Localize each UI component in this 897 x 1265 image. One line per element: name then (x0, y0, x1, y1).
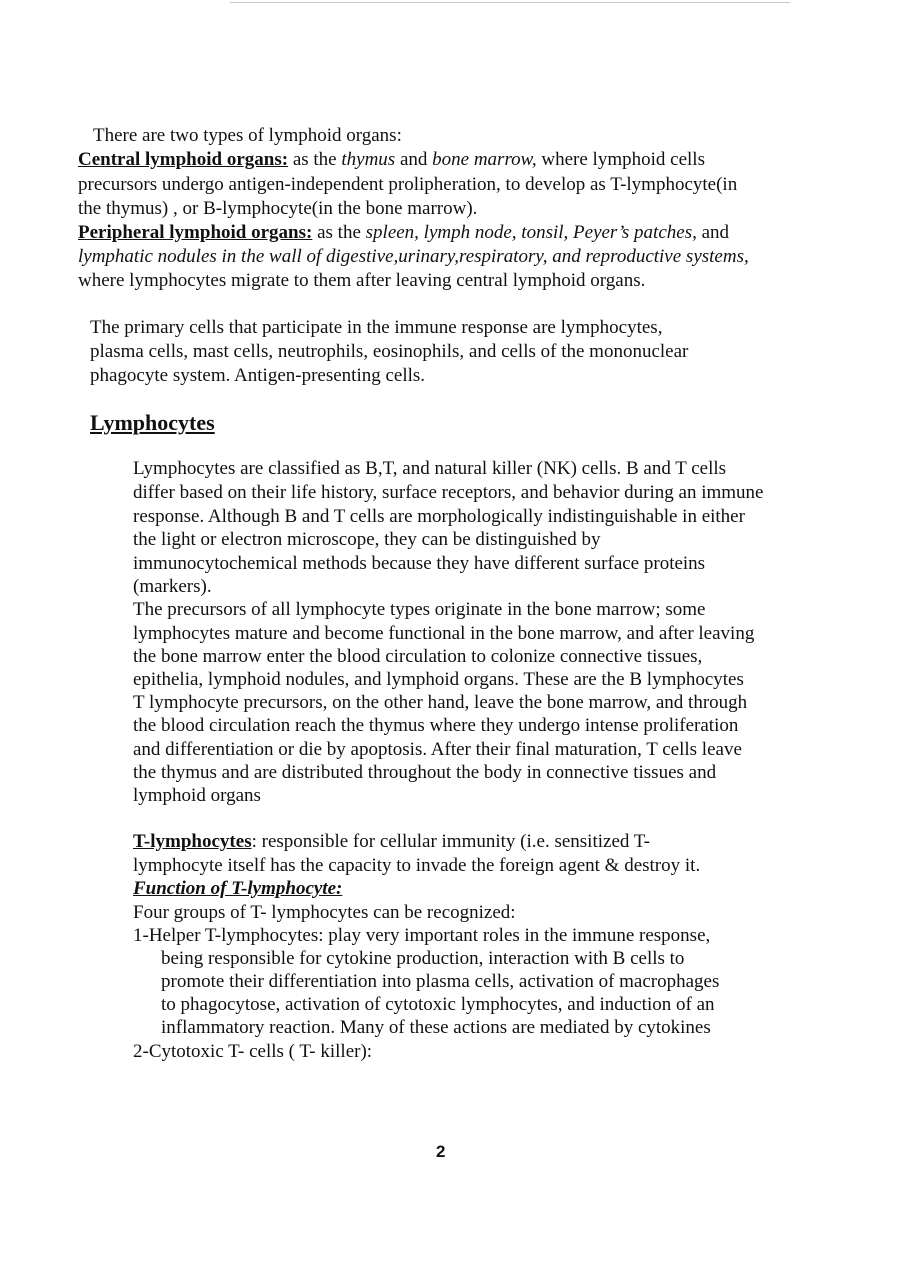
lymphocytes-p2-line: the bone marrow enter the blood circulation to colonize connective tissues, (133, 646, 703, 667)
peripheral-organs-line-3: where lymphocytes migrate to them after leaving central lymphoid organs. (78, 270, 646, 291)
lymphocytes-heading: Lymphocytes (90, 410, 215, 435)
central-organs-line-2: precursors undergo antigen-independent prolipheration, to develop as T-lymphocyte(in (78, 174, 738, 195)
lymphocytes-p2-line: the thymus and are distributed throughout the body in connective tissues and (133, 762, 717, 783)
helper-t-line: inflammatory reaction. Many of these actions are mediated by cytokines (161, 1017, 711, 1038)
lymphocytes-p2-line: lymphoid organs (133, 785, 261, 806)
lymphoid-organs-intro: There are two types of lymphoid organs: (93, 125, 402, 146)
helper-t-line: promote their differentiation into plasma cells, activation of macrophages (161, 971, 720, 992)
helper-t-line: 1-Helper T-lymphocytes: play very important roles in the immune response, (133, 925, 711, 946)
lymphocytes-p2-line: lymphocytes mature and become functional in the bone marrow, and after leaving (133, 623, 755, 644)
lymphocytes-p1-line: immunocytochemical methods because they have different surface proteins (133, 553, 706, 574)
t-lymphocytes-line-1: T-lymphocytes: responsible for cellular immunity (i.e. sensitized T- (133, 831, 650, 852)
primary-cells-line-1: The primary cells that participate in the immune response are lymphocytes, (90, 317, 663, 338)
central-organs-label: Central lymphoid organs: (78, 149, 289, 170)
cytotoxic-t-line: 2-Cytotoxic T- cells ( T- killer): (133, 1041, 373, 1062)
lymphocytes-p1-line: response. Although B and T cells are morphologically indistinguishable in either (133, 506, 745, 527)
four-groups-line: Four groups of T- lymphocytes can be recognized: (133, 902, 516, 923)
lymphocytes-p2-line: and differentiation or die by apoptosis. After their final maturation, T cells leave (133, 739, 742, 760)
lymphocytes-p2-line: The precursors of all lymphocyte types originate in the bone marrow; some (133, 599, 706, 620)
lymphocytes-p1-line: the light or electron microscope, they can be distinguished by (133, 529, 601, 550)
lymphocytes-p2-line: T lymphocyte precursors, on the other hand, leave the bone marrow, and through (133, 692, 748, 713)
page-number: 2 (436, 1142, 446, 1161)
peripheral-organs-line-2: lymphatic nodules in the wall of digestive,urinary,respiratory, and reproductive systems, (78, 246, 749, 267)
lymphocytes-p1-line: (markers). (133, 576, 212, 597)
primary-cells-line-3: phagocyte system. Antigen-presenting cells. (90, 365, 426, 386)
lymphocytes-p2-line: the blood circulation reach the thymus where they undergo intense proliferation (133, 715, 739, 736)
peripheral-organs-line-1: Peripheral lymphoid organs: as the spleen, lymph node, tonsil, Peyer’s patches, and (78, 222, 730, 243)
function-of-t-lymphocyte-heading: Function of T-lymphocyte: (133, 878, 343, 899)
peripheral-organs-label: Peripheral lymphoid organs: (78, 222, 313, 243)
helper-t-line: to phagocytose, activation of cytotoxic lymphocytes, and induction of an (161, 994, 715, 1015)
lymphocytes-p1-line: Lymphocytes are classified as B,T, and natural killer (NK) cells. B and T cells (133, 458, 727, 479)
central-organs-line-1: Central lymphoid organs: as the thymus and bone marrow, where lymphoid cells (78, 149, 705, 170)
t-lymphocytes-line-2: lymphocyte itself has the capacity to invade the foreign agent & destroy it. (133, 855, 701, 876)
lymphocytes-p2-line: epithelia, lymphoid nodules, and lymphoid organs. These are the B lymphocytes (133, 669, 744, 690)
primary-cells-line-2: plasma cells, mast cells, neutrophils, eosinophils, and cells of the mononuclear (90, 341, 689, 362)
t-lymphocytes-label: T-lymphocytes (133, 831, 252, 852)
lymphocytes-p1-line: differ based on their life history, surface receptors, and behavior during an immune (133, 482, 764, 503)
central-organs-line-3: the thymus) , or B-lymphocyte(in the bone marrow). (78, 198, 478, 219)
helper-t-line: being responsible for cytokine production, interaction with B cells to (161, 948, 685, 969)
